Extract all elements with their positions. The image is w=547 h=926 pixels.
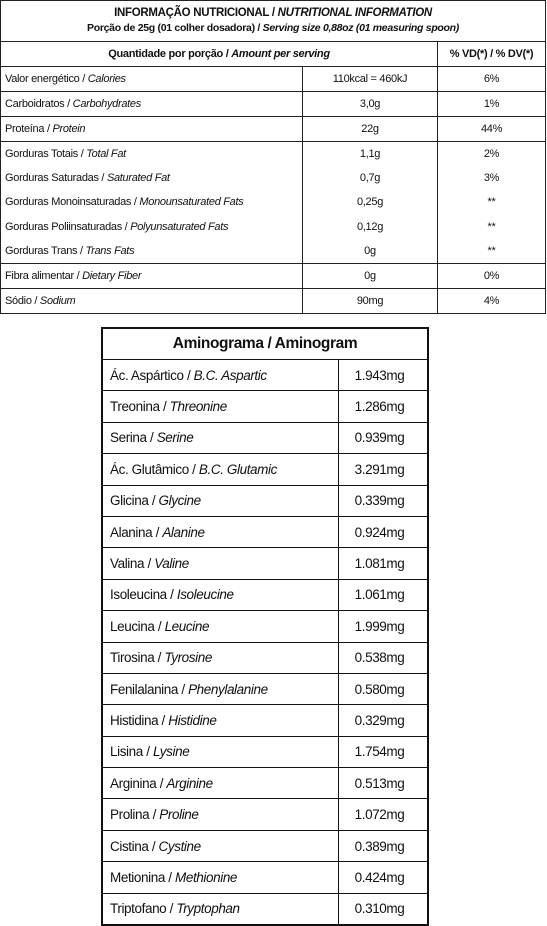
nutrient-amount: 22g bbox=[303, 117, 438, 142]
amino-acid-name: Serina / Serine bbox=[102, 422, 339, 453]
aminogram-row bbox=[102, 548, 428, 579]
amino-acid-amount: 1.286mg bbox=[339, 391, 429, 422]
amino-acid-amount: 1.754mg bbox=[339, 736, 429, 767]
amino-acid-amount: 1.999mg bbox=[339, 611, 429, 642]
amino-acid-name: Metionina / Methionine bbox=[102, 862, 339, 893]
aminogram-title: Aminograma / Aminogram bbox=[102, 328, 428, 360]
amino-acid-name: Cistina / Cystine bbox=[102, 830, 339, 861]
amino-acid-amount: 0.389mg bbox=[339, 830, 429, 861]
nutrient-amount: 0g bbox=[303, 263, 438, 288]
nutrient-name: Valor energético / Calories bbox=[1, 67, 303, 92]
nutrition-row bbox=[1, 117, 546, 142]
amino-acid-amount: 0.924mg bbox=[339, 516, 429, 547]
amino-acid-name: Treonina / Threonine bbox=[102, 391, 339, 422]
amino-acid-amount: 0.513mg bbox=[339, 768, 429, 799]
nutrient-amount: 1,1g bbox=[359, 148, 381, 160]
nutrient-amount bbox=[303, 142, 438, 264]
nutrient-name: Gorduras Totais / Total Fat bbox=[5, 148, 126, 160]
nutrition-row bbox=[1, 263, 546, 288]
nutrient-daily-value: 6% bbox=[438, 67, 546, 92]
aminogram-row bbox=[102, 611, 428, 642]
aminogram-row bbox=[102, 893, 428, 925]
amino-acid-amount: 0.538mg bbox=[339, 642, 429, 673]
nutrient-amount: 110kcal = 460kJ bbox=[303, 67, 438, 92]
aminogram-row bbox=[102, 736, 428, 767]
aminogram-table bbox=[101, 327, 429, 926]
amount-per-serving-header: Quantidade por porção / Amount per serving bbox=[1, 42, 438, 67]
nutrient-daily-value bbox=[438, 142, 546, 264]
amino-acid-name: Valina / Valine bbox=[102, 548, 339, 579]
aminogram-row bbox=[102, 516, 428, 547]
nutrient-name: Carboidratos / Carbohydrates bbox=[1, 92, 303, 117]
amino-acid-name: Tirosina / Tyrosine bbox=[102, 642, 339, 673]
aminogram-row bbox=[102, 391, 428, 422]
nutrient-daily-value: ** bbox=[487, 196, 496, 209]
amino-acid-amount: 0.424mg bbox=[339, 862, 429, 893]
nutrient-name: Gorduras Saturadas / Saturated Fat bbox=[5, 172, 170, 185]
aminogram-row bbox=[102, 454, 428, 485]
amino-acid-amount: 0.939mg bbox=[339, 422, 429, 453]
nutrition-table-header bbox=[1, 1, 546, 42]
nutrient-daily-value: 4% bbox=[438, 288, 546, 313]
nutrient-amount: 90mg bbox=[303, 288, 438, 313]
nutrient-name: Proteína / Protein bbox=[1, 117, 303, 142]
nutrient-amount: 3,0g bbox=[303, 92, 438, 117]
daily-value-header: % VD(*) / % DV(*) bbox=[438, 42, 546, 67]
aminogram-row bbox=[102, 705, 428, 736]
amino-acid-amount: 0.580mg bbox=[339, 673, 429, 704]
amino-acid-amount: 0.339mg bbox=[339, 485, 429, 516]
aminogram-row bbox=[102, 579, 428, 610]
aminogram-row bbox=[102, 862, 428, 893]
nutrient-daily-value: ** bbox=[487, 244, 496, 257]
amino-acid-name: Histidina / Histidine bbox=[102, 705, 339, 736]
amino-acid-name: Prolina / Proline bbox=[102, 799, 339, 830]
amino-acid-amount: 0.329mg bbox=[339, 705, 429, 736]
nutrient-daily-value: 1% bbox=[438, 92, 546, 117]
aminogram-row bbox=[102, 830, 428, 861]
nutrition-row bbox=[1, 142, 546, 264]
nutrition-facts-table bbox=[0, 0, 546, 314]
amino-acid-amount: 1.072mg bbox=[339, 799, 429, 830]
nutrient-name: Gorduras Monoinsaturadas / Monounsaturated Fats bbox=[5, 196, 244, 209]
amino-acid-amount: 1.061mg bbox=[339, 579, 429, 610]
amino-acid-name: Fenilalanina / Phenylalanine bbox=[102, 673, 339, 704]
amino-acid-name: Glicina / Glycine bbox=[102, 485, 339, 516]
amino-acid-name: Alanina / Alanine bbox=[102, 516, 339, 547]
nutrient-daily-value: 2% bbox=[483, 148, 500, 160]
amino-acid-amount: 1.943mg bbox=[339, 360, 429, 391]
aminogram-row bbox=[102, 642, 428, 673]
nutrient-name: Fibra alimentar / Dietary Fiber bbox=[1, 263, 303, 288]
amino-acid-amount: 0.310mg bbox=[339, 893, 429, 925]
nutrient-name: Sódio / Sodium bbox=[1, 288, 303, 313]
nutrient-amount: 0,7g bbox=[359, 172, 381, 185]
amino-acid-name: Isoleucina / Isoleucine bbox=[102, 579, 339, 610]
serving-size: Porção de 25g (01 colher dosadora) / Serving size 0,88oz (01 measuring spoon) bbox=[87, 22, 459, 34]
aminogram-row bbox=[102, 360, 428, 391]
amino-acid-name: Leucina / Leucine bbox=[102, 611, 339, 642]
aminogram-row bbox=[102, 799, 428, 830]
nutrient-amount: 0,25g bbox=[356, 196, 384, 209]
nutrition-row bbox=[1, 92, 546, 117]
nutrient-amount: 0,12g bbox=[356, 220, 384, 233]
aminogram-row bbox=[102, 485, 428, 516]
amino-acid-name: Arginina / Arginine bbox=[102, 768, 339, 799]
aminogram-row bbox=[102, 422, 428, 453]
nutrition-row bbox=[1, 67, 546, 92]
nutrient-daily-value: 3% bbox=[483, 172, 500, 185]
amino-acid-name: Triptofano / Tryptophan bbox=[102, 893, 339, 925]
aminogram-row bbox=[102, 673, 428, 704]
nutrient-name: Gorduras Trans / Trans Fats bbox=[5, 244, 135, 257]
nutrition-row bbox=[1, 288, 546, 313]
amino-acid-name: Ác. Glutâmico / B.C. Glutamic bbox=[102, 454, 339, 485]
aminogram-row bbox=[102, 768, 428, 799]
nutrient-name bbox=[1, 142, 303, 264]
amino-acid-name: Lisina / Lysine bbox=[102, 736, 339, 767]
amino-acid-name: Ác. Aspártico / B.C. Aspartic bbox=[102, 360, 339, 391]
amino-acid-amount: 3.291mg bbox=[339, 454, 429, 485]
nutrient-daily-value: 0% bbox=[438, 263, 546, 288]
nutrient-daily-value: 44% bbox=[438, 117, 546, 142]
nutrient-daily-value: ** bbox=[487, 220, 496, 233]
nutrient-name: Gorduras Poliinsaturadas / Polyunsaturated Fats bbox=[5, 220, 229, 233]
amino-acid-amount: 1.081mg bbox=[339, 548, 429, 579]
nutrient-amount: 0g bbox=[364, 244, 376, 257]
nutrition-title: INFORMAÇÃO NUTRICIONAL / NUTRITIONAL INFORMATION bbox=[114, 7, 432, 19]
